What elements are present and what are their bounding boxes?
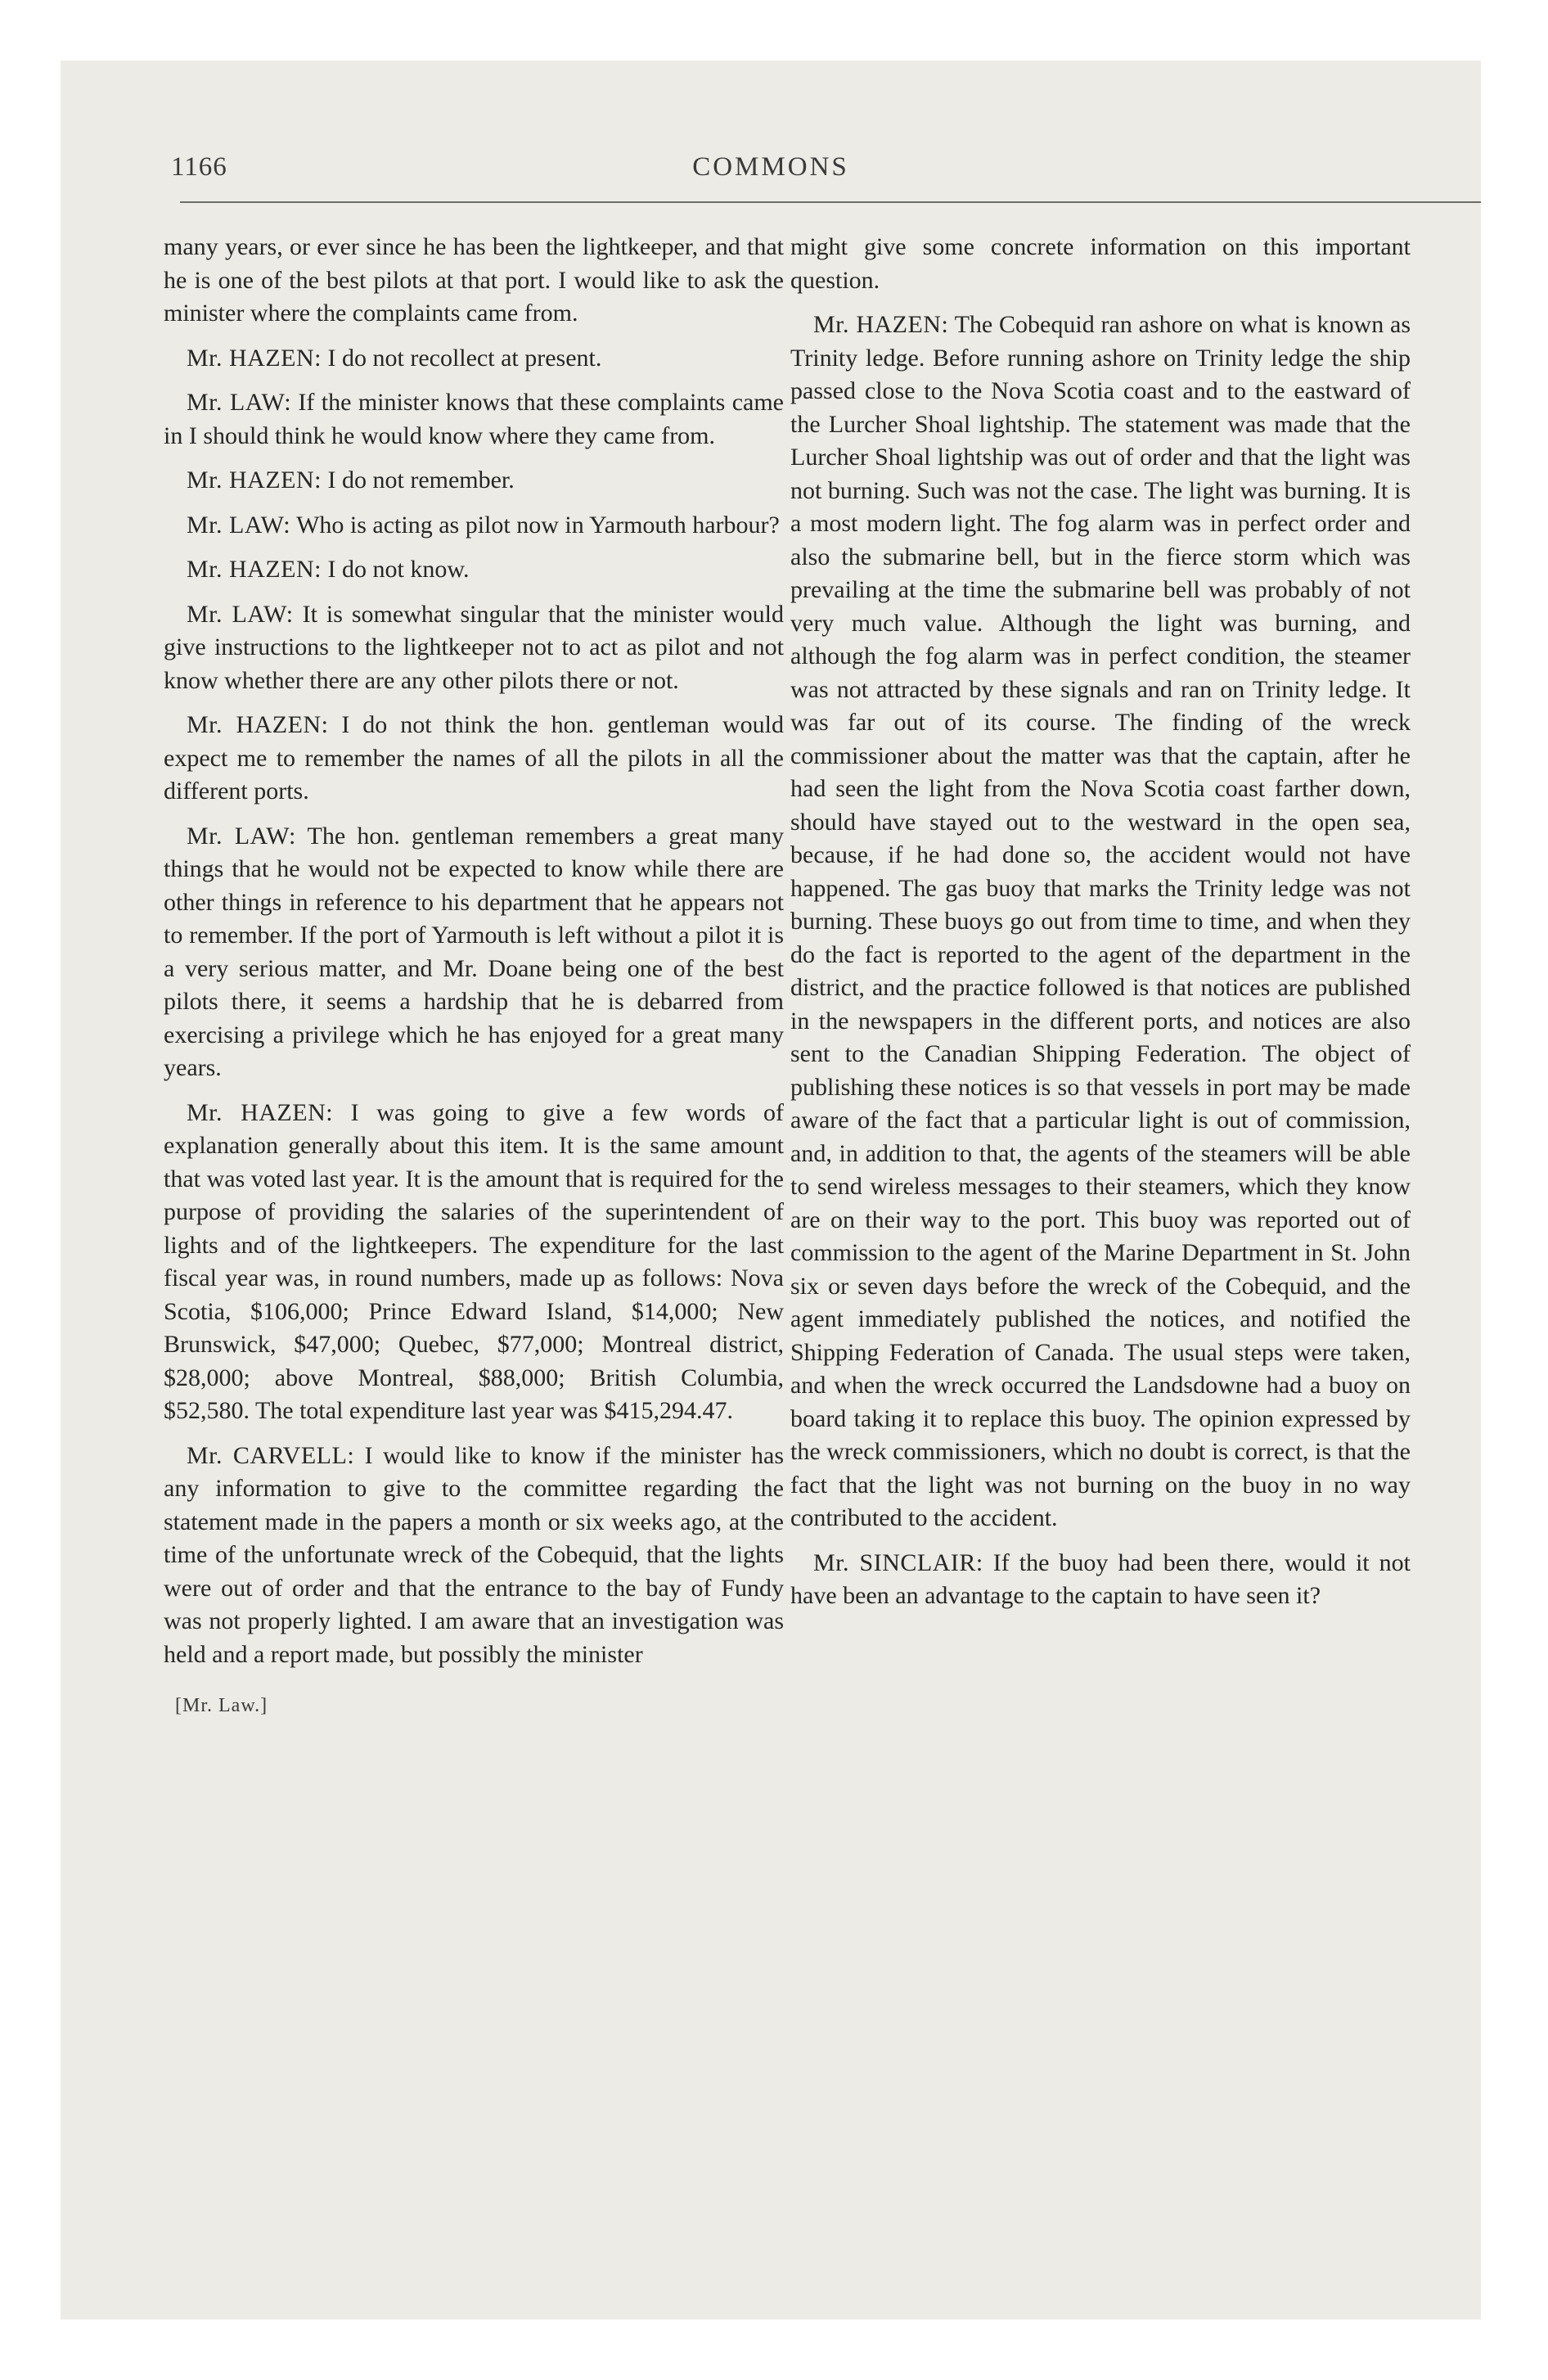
paragraph-text: The Cobequid ran ashore on what is known as Trinity ledge. Before running ashore on Trinity ledge the ship passed close to the Nova Scotia coast and to the eastward of the Lurcher Shoal lightship. The statement was made that the Lurcher Shoal lightship was out of order and that the light was not burning. Such was not the case. The light was burning. It is a most modern light. The fog alarm was in perfect order and also the submarine bell, but in the fierce storm which was prevailing at the time the submarine bell was probably of not very much value. Although the light was burning, and although the fog alarm was in perfect condition, the steamer was not attracted by these signals and ran on Trinity ledge. It was far out of its course. The finding of the wreck commissioner about the matter was that the captain, after he had seen the light from the Nova Scotia coast farther down, should have stayed out to the westward in the open sea, because, if he had done so, the accident would not have happened. The gas buoy that marks the Trinity ledge was not burning. These buoys go out from time to time, and when they do the fact is reported to the agent of the department in the district, and the practice followed is that notices are published in the newspapers in the different ports, and notices are also sent to the Canadian Shipping Federation. The object of publishing these notices is so that vessels in port may be made aware of the fact that a particular light is out of commission, and, in addition to that, the agents of the steamers will be able to send wireless messages to their steamers, which they know are on their way to the port. This buoy was reported out of commission to the agent of the Marine Department in St. John six or seven days before the wreck of the Cobequid, and the agent immediately published the notices, and notified the Shipping Federation of Canada. The usual steps were taken, and when the wreck occurred the Landsdowne had a buoy on board taking it to replace this buoy. The opinion expressed by the wreck commissioners, which no doubt is correct, is that the fact that the light was not burning on the buoy in no way contributed to the accident. (790, 311, 1411, 1531)
speaker-name: Mr. CARVELL: (187, 1441, 355, 1469)
paragraph (790, 231, 1411, 297)
right-column (790, 231, 1411, 1625)
paragraph-text: If the buoy had been there, would it not have been an advantage to the captain to have seen it? (790, 1548, 1411, 1609)
paragraph-text: might give some concrete information on this important question. (790, 233, 1411, 294)
paragraph-text: I would like to know if the minister has any information to give to the committee regarding the statement made in the papers a month or six weeks ago, at the time of the unfortunate wreck of the Cobequid, that the lights were out of order and that the entrance to the bay of Fundy was not properly lighted. I am aware that an investigation was held and a report made, but possibly the minister (164, 1441, 784, 1668)
paragraph-text: It is somewhat singular that the minister would give instructions to the lightkeeper not to act as pilot and not know whether there are any other pilots there or not. (164, 600, 784, 694)
paragraph (164, 820, 784, 1085)
speaker-name: Mr. HAZEN: (187, 711, 329, 738)
left-column (164, 231, 784, 1723)
paragraph-text: I was going to give a few words of explanation generally about this item. It is the same amount that was voted last year. It is the amount that is required for the purpose of providing the salaries of the superintendent of lights and of the lightkeepers. The expenditure for the last fiscal year was, in round numbers, made up as follows: Nova Scotia, $106,000; Prince Edward Island, $14,000; New Brunswick, $47,000; Quebec, $77,000; Montreal district, $28,000; above Montreal, $88,000; British Columbia, $52,580. The total expenditure last year was $415,294.47. (164, 1098, 784, 1424)
paragraph-text: I do not think the hon. gentleman would expect me to remember the names of all the pilots in all the different ports. (164, 711, 784, 805)
speaker-name: Mr. HAZEN: (187, 344, 322, 372)
paragraph (164, 342, 784, 376)
header-rule (180, 201, 1481, 203)
speaker-name: Mr. HAZEN: (187, 556, 322, 583)
page-header (61, 152, 1481, 193)
speaker-name: Mr. LAW: (187, 822, 296, 850)
paragraph (790, 1547, 1411, 1613)
speaker-name: Mr. HAZEN: (187, 1098, 334, 1126)
paragraph (164, 464, 784, 498)
footer-note: [Mr. Law.] (175, 1695, 268, 1716)
paragraph-text: Who is acting as pilot now in Yarmouth harbour? (290, 511, 780, 539)
speaker-name: Mr. HAZEN: (187, 467, 322, 494)
paragraph-text: If the minister knows that these complaints came in I should think he would know where they came from. (164, 389, 784, 449)
paragraph (164, 231, 784, 331)
paragraph (164, 598, 784, 698)
paragraph-text: I do not know. (322, 556, 470, 583)
speaker-name: Mr. SINCLAIR: (813, 1548, 983, 1576)
paragraph (790, 309, 1411, 1535)
paragraph (164, 509, 784, 543)
page-number: 1166 (171, 152, 227, 182)
running-head: COMMONS (692, 152, 849, 182)
paragraph (164, 386, 784, 453)
paragraph-text: I do not recollect at present. (322, 344, 602, 372)
paragraph (164, 709, 784, 809)
speaker-name: Mr. LAW: (187, 511, 291, 539)
paragraph (164, 1097, 784, 1428)
paragraph (164, 1440, 784, 1672)
speaker-name: Mr. LAW: (187, 600, 294, 628)
speaker-name: Mr. HAZEN: (813, 311, 949, 338)
paragraph-text: I do not remember. (322, 467, 515, 494)
paragraph-text: many years, or ever since he has been the lightkeeper, and that he is one of the best pilots at that port. I would like to ask the minister where the complaints came from. (164, 233, 784, 327)
scanned-page (61, 61, 1481, 2319)
paragraph-text: The hon. gentleman remembers a great many things that he would not be expected to know while there are other things in reference to his department that he appears not to remember. If the port of Yarmouth is left without a pilot it is a very serious matter, and Mr. Doane being one of the best pilots there, it seems a hardship that he is debarred from exercising a privilege which he has enjoyed for a great many years. (164, 822, 784, 1081)
speaker-name: Mr. LAW: (187, 389, 292, 416)
paragraph (164, 553, 784, 587)
